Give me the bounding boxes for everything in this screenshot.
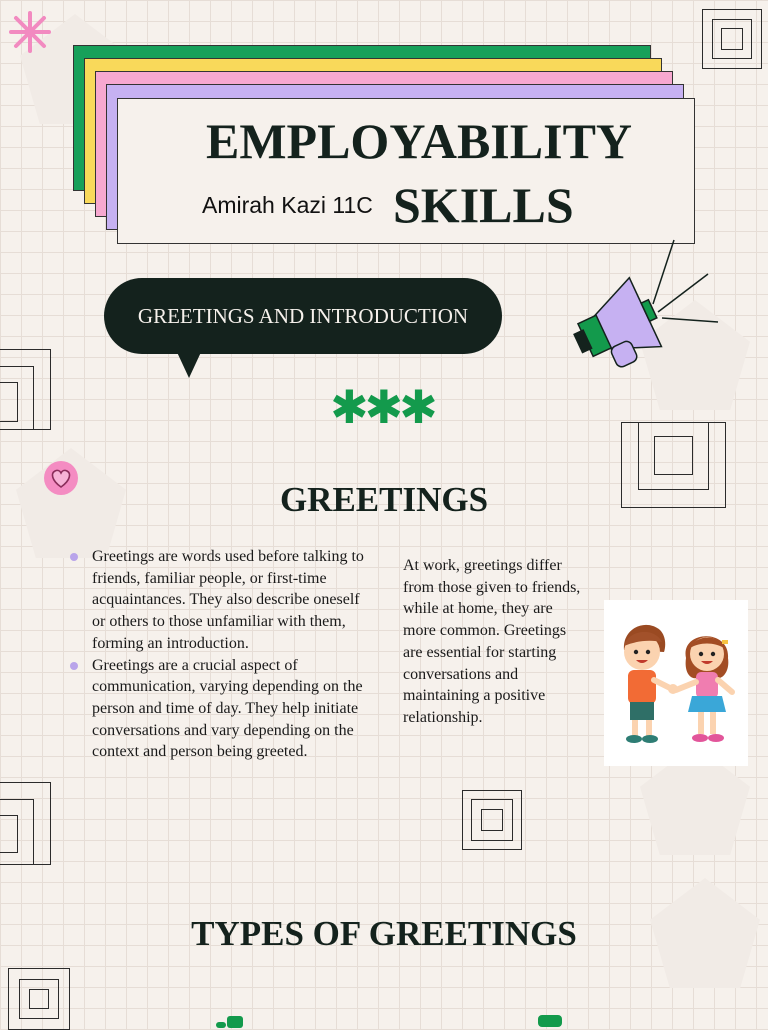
greetings-heading: GREETINGS <box>279 480 489 519</box>
decor-square-inner <box>0 382 18 422</box>
greetings-bullets <box>68 546 368 763</box>
greetings-banner: GREETINGS AND INTRODUCTION <box>104 278 502 354</box>
decor-square-inner <box>721 28 743 50</box>
types-of-greetings-heading: TYPES OF GREETINGS <box>191 914 577 953</box>
decor-square-inner <box>0 815 18 853</box>
list-item: Greetings are a crucial aspect of communication, varying depending on the person and time of day. They help initiate conversations and vary depending on the context and person being greeted. <box>68 655 368 764</box>
chat-icon <box>538 1015 562 1027</box>
list-item: Greetings are words used before talking to friends, familiar people, or first-time acquaintances. They also describe oneself or others to those unfamiliar with them, forming an introduction. <box>68 546 368 655</box>
decor-square-inner <box>29 989 49 1009</box>
title-line-2: SKILLS <box>393 177 574 233</box>
decor-square-inner <box>481 809 503 831</box>
asterisk-flower-icon <box>8 10 52 54</box>
greeting-kids-illustration <box>604 600 748 766</box>
title-line-1: EMPLOYABILITY <box>206 113 633 169</box>
author-name: Amirah Kazi 11C <box>202 192 373 218</box>
banner-tail <box>176 350 202 378</box>
phone-icon <box>216 1014 244 1028</box>
decor-square-inner <box>654 436 693 475</box>
star-divider: ✱✱✱ <box>330 380 434 434</box>
greetings-side-paragraph: At work, greetings differ from those given to friends, while at home, they are more common. Greetings are essential for starting conversations and maintaining a positive relationship. <box>403 557 581 726</box>
megaphone-icon <box>560 234 730 384</box>
